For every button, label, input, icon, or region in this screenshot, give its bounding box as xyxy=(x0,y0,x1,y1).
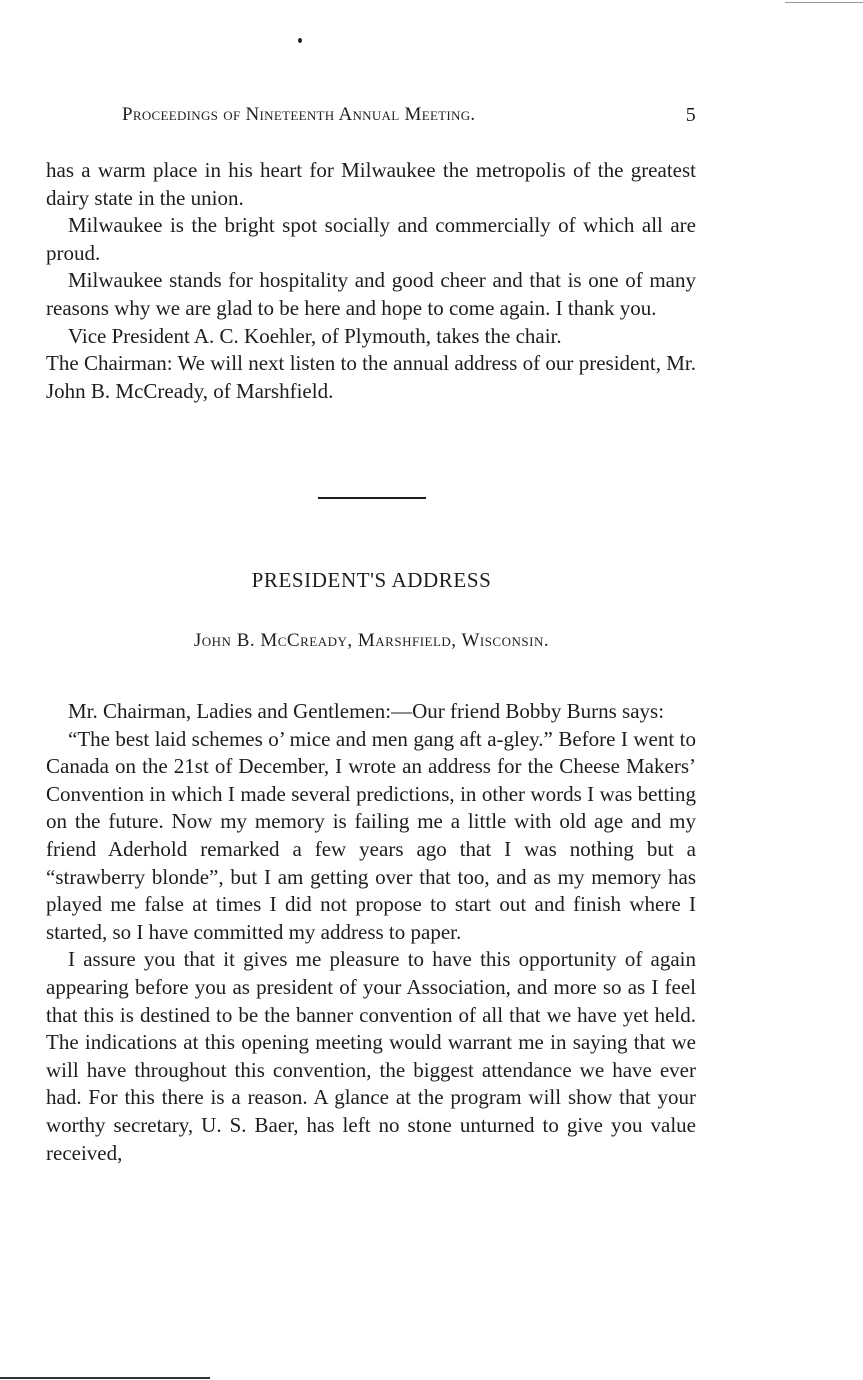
paragraph: Mr. Chairman, Ladies and Gentlemen:—Our friend Bobby Burns says: xyxy=(68,699,665,723)
section-divider xyxy=(318,497,426,499)
page-number: 5 xyxy=(685,104,696,126)
address-text xyxy=(46,698,696,1167)
paragraph: Milwaukee is the bright spot socially and commercially of which all are proud. xyxy=(46,213,696,265)
section-title: PRESIDENT'S ADDRESS xyxy=(251,568,492,592)
running-head xyxy=(46,104,696,130)
paragraph: Milwaukee stands for hospitality and good cheer and that is one of many reasons why we are glad to be here and hope to come again. I thank you. xyxy=(46,268,696,320)
paragraph: Vice President A. C. Koehler, of Plymouth, takes the chair. xyxy=(68,323,562,348)
scan-edge-line xyxy=(785,2,863,3)
running-title: Proceedings of Nineteenth Annual Meeting. xyxy=(122,104,476,125)
paragraph: The Chairman: We will next listen to the annual address of our president, Mr. John B. McCready, of Marshfield. xyxy=(46,351,696,403)
opening-text xyxy=(46,157,696,405)
scan-edge-line xyxy=(0,1377,210,1379)
paragraph: I assure you that it gives me pleasure to have this opportunity of again appearing before you as president of your Association, and more so as I feel that this is destined to be the banner convention of all that we have yet held. The indications at this opening meeting would warrant me in saying that we will have throughout this convention, the biggest attendance we have ever had. For this there is a reason. A glance at the program will show that your worthy secretary, U. S. Baer, has left no stone unturned to give you value received, xyxy=(46,947,696,1165)
author-byline: John B. McCready, Marshfield, Wisconsin. xyxy=(193,630,550,651)
paragraph: has a warm place in his heart for Milwaukee the metropolis of the greatest dairy state in the union. xyxy=(46,158,696,210)
ink-speck xyxy=(298,38,302,43)
paragraph: “The best laid schemes o’ mice and men gang aft a-gley.” Before I went to Canada on the 21st of December, I wrote an address for the Cheese Makers’ Convention in which I made several predictions, in other words I was betting on the future. Now my memory is failing me a little with old age and my friend Aderhold remarked a few years ago that I was nothing but a “strawberry blonde”, but I am getting over that too, and as my memory has played me false at times I did not propose to start out and finish where I started, so I have committed my address to paper. xyxy=(46,726,696,944)
